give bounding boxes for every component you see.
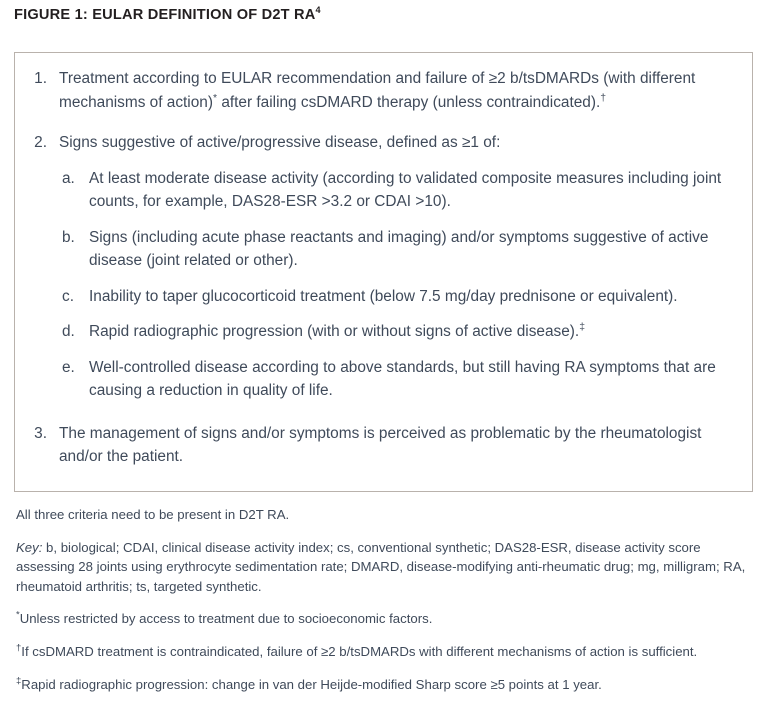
figure-notes <box>16 505 758 694</box>
page-title <box>14 7 321 23</box>
criteria-item-2e-text: Well-controlled disease according to above standards, but still having RA symptoms that are causing a reduction in quality of life. <box>89 358 716 399</box>
criteria-item-2-sublist <box>59 167 734 403</box>
criteria-item-2d-footnote-ddagger: ‡ <box>579 321 586 333</box>
criteria-item-1-text <box>59 67 734 114</box>
criteria-item-1-footnote-dagger: † <box>600 92 607 104</box>
criteria-item-2d-text-main: Rapid radiographic progression (with or without signs of active disease). <box>89 323 580 340</box>
figure-title-superscript: 4 <box>315 5 321 16</box>
criteria-item-2d-marker: d. <box>62 323 75 340</box>
criteria-box <box>14 52 753 492</box>
criteria-item-1-footnote-star: * <box>212 92 218 104</box>
criteria-item-2-text: Signs suggestive of active/progressive disease, defined as ≥1 of: <box>59 134 501 151</box>
note-footnote-star <box>16 609 758 629</box>
note-all-criteria: All three criteria need to be present in D2T RA. <box>16 507 290 522</box>
criteria-item-1-text-part1: Treatment according to EULAR recommendation and failure of ≥2 b/tsDMARDs (with different mechanisms of action) <box>59 70 696 111</box>
criteria-item-2d-text <box>89 320 734 344</box>
note-footnote-star-marker: * <box>16 609 20 621</box>
note-footnote-dagger-marker: † <box>16 642 22 654</box>
criteria-item-2c-marker: c. <box>62 287 74 305</box>
criteria-list <box>15 53 752 469</box>
criteria-item-2e <box>59 356 734 403</box>
criteria-item-2c <box>59 285 734 309</box>
criteria-item-3-marker: 3. <box>34 424 47 442</box>
criteria-item-2 <box>25 131 734 405</box>
criteria-item-3 <box>25 422 734 469</box>
criteria-item-1 <box>25 67 734 114</box>
note-key-label: Key: <box>16 539 43 555</box>
criteria-item-2-marker: 2. <box>34 134 47 151</box>
criteria-item-2a-marker: a. <box>62 169 75 187</box>
note-key <box>16 538 758 597</box>
note-key-text: b, biological; CDAI, clinical disease activity index; cs, conventional synthetic; DAS28-ESR, disease activity score assessing 28 joints using erythrocyte sedimentation rate; DMARD, disease-modifying anti-rheumatic drug; mg, milligram; RA, rheumatoid arthritis; ts, targeted synthetic. <box>16 539 746 594</box>
criteria-item-2b-text: Signs (including acute phase reactants and imaging) and/or symptoms suggestive of active disease (joint related or other). <box>89 228 709 269</box>
criteria-item-2-body <box>59 131 734 405</box>
note-footnote-dagger <box>16 642 758 662</box>
note-footnote-ddagger <box>16 675 758 695</box>
criteria-item-2d <box>59 320 734 344</box>
criteria-item-2a <box>59 167 734 214</box>
note-footnote-star-text: Unless restricted by access to treatment due to socioeconomic factors. <box>19 611 433 627</box>
criteria-item-2c-text: Inability to taper glucocorticoid treatment (below 7.5 mg/day prednisone or equivalent). <box>89 287 678 305</box>
note-footnote-ddagger-text: Rapid radiographic progression: change in van der Heijde-modified Sharp score ≥5 points at 1 year. <box>21 676 602 692</box>
criteria-item-1-marker: 1. <box>34 70 47 87</box>
criteria-item-2e-marker: e. <box>62 358 75 376</box>
figure-title-text: FIGURE 1: EULAR DEFINITION OF D2T RA <box>14 7 316 23</box>
note-footnote-ddagger-marker: ‡ <box>16 675 22 687</box>
criteria-item-2b <box>59 226 734 273</box>
criteria-item-1-text-part2: after failing csDMARD therapy (unless contraindicated). <box>217 93 601 111</box>
note-footnote-dagger-text: If csDMARD treatment is contraindicated, failure of ≥2 b/tsDMARDs with different mechanisms of action is sufficient. <box>21 643 698 659</box>
criteria-item-2b-marker: b. <box>62 228 75 246</box>
criteria-item-2a-text: At least moderate disease activity (according to validated composite measures including joint counts, for example, DAS28-ESR >3.2 or CDAI >10). <box>89 169 722 210</box>
criteria-item-3-text: The management of signs and/or symptoms is perceived as problematic by the rheumatologist and/or the patient. <box>59 424 702 465</box>
